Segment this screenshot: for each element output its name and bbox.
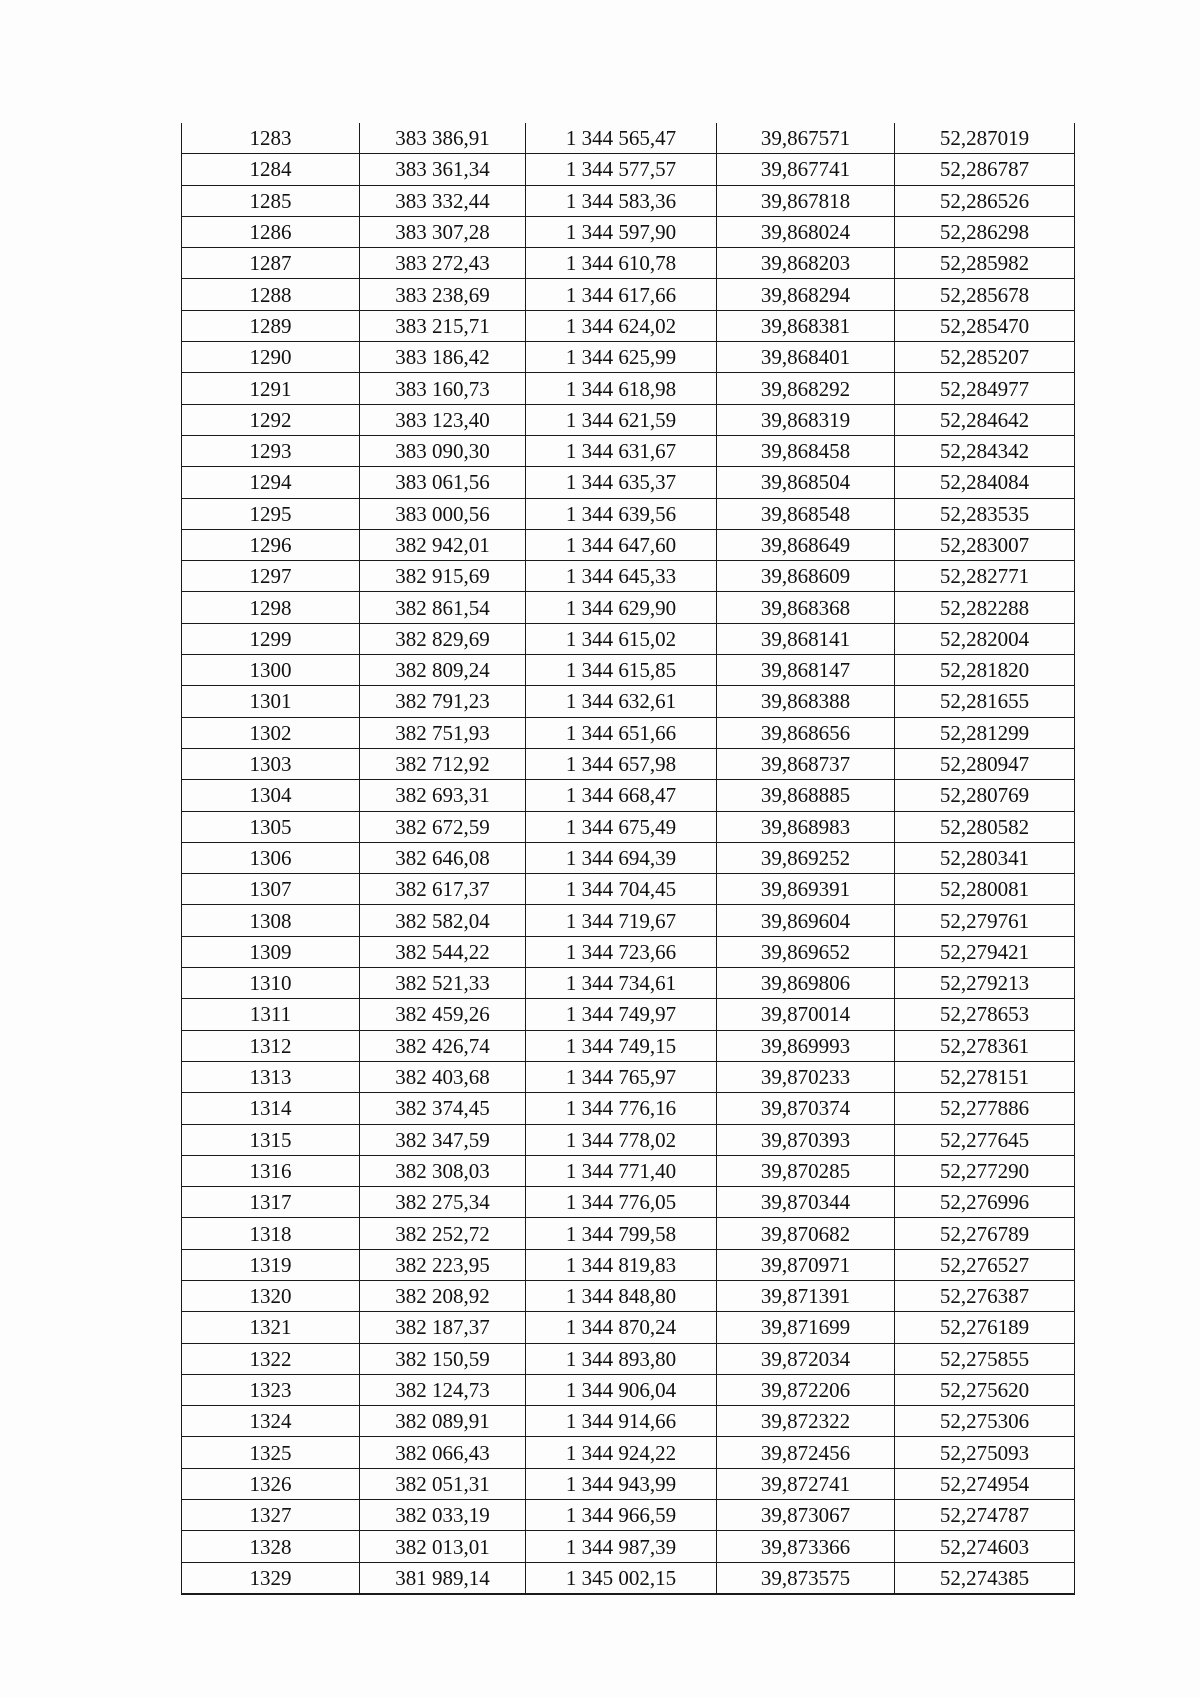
x-coordinate-cell: 383 215,71 bbox=[360, 310, 526, 341]
table-row bbox=[182, 686, 1075, 717]
longitude-cell: 39,868656 bbox=[717, 717, 895, 748]
longitude-cell: 39,872456 bbox=[717, 1437, 895, 1468]
table-row bbox=[182, 1437, 1075, 1468]
point-number-cell: 1311 bbox=[182, 999, 360, 1030]
longitude-cell: 39,870393 bbox=[717, 1124, 895, 1155]
y-coordinate-cell: 1 344 615,85 bbox=[526, 655, 717, 686]
point-number-cell: 1296 bbox=[182, 529, 360, 560]
point-number-cell: 1327 bbox=[182, 1500, 360, 1531]
x-coordinate-cell: 382 942,01 bbox=[360, 529, 526, 560]
point-number-cell: 1316 bbox=[182, 1155, 360, 1186]
longitude-cell: 39,868737 bbox=[717, 748, 895, 779]
x-coordinate-cell: 382 208,92 bbox=[360, 1280, 526, 1311]
x-coordinate-cell: 383 238,69 bbox=[360, 279, 526, 310]
latitude-cell: 52,282771 bbox=[895, 561, 1075, 592]
point-number-cell: 1301 bbox=[182, 686, 360, 717]
latitude-cell: 52,285982 bbox=[895, 248, 1075, 279]
longitude-cell: 39,870682 bbox=[717, 1218, 895, 1249]
x-coordinate-cell: 382 617,37 bbox=[360, 874, 526, 905]
latitude-cell: 52,279761 bbox=[895, 905, 1075, 936]
table-row bbox=[182, 623, 1075, 654]
y-coordinate-cell: 1 344 635,37 bbox=[526, 467, 717, 498]
table-row bbox=[182, 1280, 1075, 1311]
point-number-cell: 1318 bbox=[182, 1218, 360, 1249]
x-coordinate-cell: 383 186,42 bbox=[360, 342, 526, 373]
point-number-cell: 1304 bbox=[182, 780, 360, 811]
latitude-cell: 52,282004 bbox=[895, 623, 1075, 654]
longitude-cell: 39,873067 bbox=[717, 1500, 895, 1531]
table-row bbox=[182, 342, 1075, 373]
y-coordinate-cell: 1 344 870,24 bbox=[526, 1312, 717, 1343]
x-coordinate-cell: 382 051,31 bbox=[360, 1468, 526, 1499]
table-row bbox=[182, 1531, 1075, 1562]
point-number-cell: 1303 bbox=[182, 748, 360, 779]
table-row bbox=[182, 780, 1075, 811]
table-row bbox=[182, 1468, 1075, 1499]
point-number-cell: 1305 bbox=[182, 811, 360, 842]
longitude-cell: 39,868381 bbox=[717, 310, 895, 341]
point-number-cell: 1302 bbox=[182, 717, 360, 748]
longitude-cell: 39,868885 bbox=[717, 780, 895, 811]
latitude-cell: 52,276387 bbox=[895, 1280, 1075, 1311]
longitude-cell: 39,868609 bbox=[717, 561, 895, 592]
longitude-cell: 39,868548 bbox=[717, 498, 895, 529]
longitude-cell: 39,869652 bbox=[717, 936, 895, 967]
y-coordinate-cell: 1 344 618,98 bbox=[526, 373, 717, 404]
latitude-cell: 52,281820 bbox=[895, 655, 1075, 686]
point-number-cell: 1307 bbox=[182, 874, 360, 905]
y-coordinate-cell: 1 344 597,90 bbox=[526, 216, 717, 247]
point-number-cell: 1315 bbox=[182, 1124, 360, 1155]
latitude-cell: 52,285470 bbox=[895, 310, 1075, 341]
y-coordinate-cell: 1 344 615,02 bbox=[526, 623, 717, 654]
table-row bbox=[182, 1030, 1075, 1061]
longitude-cell: 39,869993 bbox=[717, 1030, 895, 1061]
point-number-cell: 1314 bbox=[182, 1093, 360, 1124]
x-coordinate-cell: 383 332,44 bbox=[360, 185, 526, 216]
table-row bbox=[182, 1093, 1075, 1124]
table-row bbox=[182, 968, 1075, 999]
longitude-cell: 39,868294 bbox=[717, 279, 895, 310]
longitude-cell: 39,868319 bbox=[717, 404, 895, 435]
x-coordinate-cell: 382 915,69 bbox=[360, 561, 526, 592]
latitude-cell: 52,278151 bbox=[895, 1061, 1075, 1092]
longitude-cell: 39,872741 bbox=[717, 1468, 895, 1499]
point-number-cell: 1326 bbox=[182, 1468, 360, 1499]
x-coordinate-cell: 381 989,14 bbox=[360, 1562, 526, 1594]
latitude-cell: 52,274787 bbox=[895, 1500, 1075, 1531]
longitude-cell: 39,872034 bbox=[717, 1343, 895, 1374]
x-coordinate-cell: 382 459,26 bbox=[360, 999, 526, 1030]
longitude-cell: 39,868458 bbox=[717, 435, 895, 466]
table-row bbox=[182, 842, 1075, 873]
coordinates-table bbox=[181, 123, 1075, 1595]
table-row bbox=[182, 248, 1075, 279]
point-number-cell: 1321 bbox=[182, 1312, 360, 1343]
y-coordinate-cell: 1 344 577,57 bbox=[526, 154, 717, 185]
longitude-cell: 39,868203 bbox=[717, 248, 895, 279]
y-coordinate-cell: 1 344 749,15 bbox=[526, 1030, 717, 1061]
table-row bbox=[182, 216, 1075, 247]
point-number-cell: 1285 bbox=[182, 185, 360, 216]
latitude-cell: 52,274603 bbox=[895, 1531, 1075, 1562]
longitude-cell: 39,867571 bbox=[717, 123, 895, 154]
x-coordinate-cell: 382 033,19 bbox=[360, 1500, 526, 1531]
x-coordinate-cell: 383 272,43 bbox=[360, 248, 526, 279]
y-coordinate-cell: 1 344 583,36 bbox=[526, 185, 717, 216]
table-row bbox=[182, 154, 1075, 185]
x-coordinate-cell: 383 361,34 bbox=[360, 154, 526, 185]
x-coordinate-cell: 382 089,91 bbox=[360, 1406, 526, 1437]
x-coordinate-cell: 382 223,95 bbox=[360, 1249, 526, 1280]
y-coordinate-cell: 1 344 943,99 bbox=[526, 1468, 717, 1499]
latitude-cell: 52,280081 bbox=[895, 874, 1075, 905]
latitude-cell: 52,280582 bbox=[895, 811, 1075, 842]
latitude-cell: 52,278653 bbox=[895, 999, 1075, 1030]
table-row bbox=[182, 874, 1075, 905]
point-number-cell: 1283 bbox=[182, 123, 360, 154]
table-row bbox=[182, 529, 1075, 560]
point-number-cell: 1284 bbox=[182, 154, 360, 185]
table-row bbox=[182, 1374, 1075, 1405]
table-row bbox=[182, 1312, 1075, 1343]
longitude-cell: 39,868147 bbox=[717, 655, 895, 686]
longitude-cell: 39,867818 bbox=[717, 185, 895, 216]
y-coordinate-cell: 1 344 647,60 bbox=[526, 529, 717, 560]
x-coordinate-cell: 383 386,91 bbox=[360, 123, 526, 154]
longitude-cell: 39,870014 bbox=[717, 999, 895, 1030]
longitude-cell: 39,869604 bbox=[717, 905, 895, 936]
table-row bbox=[182, 435, 1075, 466]
longitude-cell: 39,867741 bbox=[717, 154, 895, 185]
longitude-cell: 39,870285 bbox=[717, 1155, 895, 1186]
y-coordinate-cell: 1 344 657,98 bbox=[526, 748, 717, 779]
table-row bbox=[182, 811, 1075, 842]
x-coordinate-cell: 383 160,73 bbox=[360, 373, 526, 404]
longitude-cell: 39,868649 bbox=[717, 529, 895, 560]
x-coordinate-cell: 382 646,08 bbox=[360, 842, 526, 873]
point-number-cell: 1294 bbox=[182, 467, 360, 498]
latitude-cell: 52,277645 bbox=[895, 1124, 1075, 1155]
latitude-cell: 52,274954 bbox=[895, 1468, 1075, 1499]
table-row bbox=[182, 936, 1075, 967]
table-row bbox=[182, 498, 1075, 529]
y-coordinate-cell: 1 344 778,02 bbox=[526, 1124, 717, 1155]
y-coordinate-cell: 1 344 639,56 bbox=[526, 498, 717, 529]
x-coordinate-cell: 382 426,74 bbox=[360, 1030, 526, 1061]
point-number-cell: 1288 bbox=[182, 279, 360, 310]
table-row bbox=[182, 1155, 1075, 1186]
point-number-cell: 1317 bbox=[182, 1187, 360, 1218]
x-coordinate-cell: 383 307,28 bbox=[360, 216, 526, 247]
point-number-cell: 1299 bbox=[182, 623, 360, 654]
table-row bbox=[182, 717, 1075, 748]
latitude-cell: 52,283535 bbox=[895, 498, 1075, 529]
x-coordinate-cell: 382 308,03 bbox=[360, 1155, 526, 1186]
point-number-cell: 1329 bbox=[182, 1562, 360, 1594]
point-number-cell: 1322 bbox=[182, 1343, 360, 1374]
point-number-cell: 1297 bbox=[182, 561, 360, 592]
y-coordinate-cell: 1 344 651,66 bbox=[526, 717, 717, 748]
table-row bbox=[182, 561, 1075, 592]
y-coordinate-cell: 1 344 966,59 bbox=[526, 1500, 717, 1531]
y-coordinate-cell: 1 344 624,02 bbox=[526, 310, 717, 341]
y-coordinate-cell: 1 344 771,40 bbox=[526, 1155, 717, 1186]
y-coordinate-cell: 1 344 610,78 bbox=[526, 248, 717, 279]
y-coordinate-cell: 1 344 631,67 bbox=[526, 435, 717, 466]
latitude-cell: 52,284642 bbox=[895, 404, 1075, 435]
longitude-cell: 39,868401 bbox=[717, 342, 895, 373]
x-coordinate-cell: 382 672,59 bbox=[360, 811, 526, 842]
table-row bbox=[182, 1500, 1075, 1531]
y-coordinate-cell: 1 344 776,05 bbox=[526, 1187, 717, 1218]
y-coordinate-cell: 1 344 625,99 bbox=[526, 342, 717, 373]
point-number-cell: 1323 bbox=[182, 1374, 360, 1405]
latitude-cell: 52,284084 bbox=[895, 467, 1075, 498]
point-number-cell: 1324 bbox=[182, 1406, 360, 1437]
x-coordinate-cell: 383 123,40 bbox=[360, 404, 526, 435]
latitude-cell: 52,286787 bbox=[895, 154, 1075, 185]
latitude-cell: 52,277886 bbox=[895, 1093, 1075, 1124]
point-number-cell: 1300 bbox=[182, 655, 360, 686]
latitude-cell: 52,275855 bbox=[895, 1343, 1075, 1374]
y-coordinate-cell: 1 344 675,49 bbox=[526, 811, 717, 842]
y-coordinate-cell: 1 344 629,90 bbox=[526, 592, 717, 623]
latitude-cell: 52,275620 bbox=[895, 1374, 1075, 1405]
y-coordinate-cell: 1 344 723,66 bbox=[526, 936, 717, 967]
longitude-cell: 39,868024 bbox=[717, 216, 895, 247]
y-coordinate-cell: 1 345 002,15 bbox=[526, 1562, 717, 1594]
point-number-cell: 1291 bbox=[182, 373, 360, 404]
y-coordinate-cell: 1 344 799,58 bbox=[526, 1218, 717, 1249]
y-coordinate-cell: 1 344 987,39 bbox=[526, 1531, 717, 1562]
latitude-cell: 52,280341 bbox=[895, 842, 1075, 873]
x-coordinate-cell: 382 013,01 bbox=[360, 1531, 526, 1562]
x-coordinate-cell: 382 861,54 bbox=[360, 592, 526, 623]
table-row bbox=[182, 999, 1075, 1030]
point-number-cell: 1312 bbox=[182, 1030, 360, 1061]
latitude-cell: 52,286526 bbox=[895, 185, 1075, 216]
latitude-cell: 52,280947 bbox=[895, 748, 1075, 779]
table-row bbox=[182, 1343, 1075, 1374]
longitude-cell: 39,868141 bbox=[717, 623, 895, 654]
y-coordinate-cell: 1 344 819,83 bbox=[526, 1249, 717, 1280]
x-coordinate-cell: 382 712,92 bbox=[360, 748, 526, 779]
longitude-cell: 39,870233 bbox=[717, 1061, 895, 1092]
x-coordinate-cell: 382 374,45 bbox=[360, 1093, 526, 1124]
latitude-cell: 52,286298 bbox=[895, 216, 1075, 247]
point-number-cell: 1319 bbox=[182, 1249, 360, 1280]
latitude-cell: 52,285678 bbox=[895, 279, 1075, 310]
point-number-cell: 1309 bbox=[182, 936, 360, 967]
point-number-cell: 1310 bbox=[182, 968, 360, 999]
x-coordinate-cell: 382 150,59 bbox=[360, 1343, 526, 1374]
latitude-cell: 52,279421 bbox=[895, 936, 1075, 967]
longitude-cell: 39,868983 bbox=[717, 811, 895, 842]
coordinates-table-body bbox=[182, 123, 1075, 1594]
latitude-cell: 52,274385 bbox=[895, 1562, 1075, 1594]
latitude-cell: 52,275306 bbox=[895, 1406, 1075, 1437]
y-coordinate-cell: 1 344 565,47 bbox=[526, 123, 717, 154]
longitude-cell: 39,868388 bbox=[717, 686, 895, 717]
table-row bbox=[182, 592, 1075, 623]
y-coordinate-cell: 1 344 645,33 bbox=[526, 561, 717, 592]
latitude-cell: 52,285207 bbox=[895, 342, 1075, 373]
x-coordinate-cell: 382 829,69 bbox=[360, 623, 526, 654]
y-coordinate-cell: 1 344 704,45 bbox=[526, 874, 717, 905]
latitude-cell: 52,283007 bbox=[895, 529, 1075, 560]
latitude-cell: 52,276189 bbox=[895, 1312, 1075, 1343]
point-number-cell: 1308 bbox=[182, 905, 360, 936]
latitude-cell: 52,280769 bbox=[895, 780, 1075, 811]
table-row bbox=[182, 279, 1075, 310]
table-row bbox=[182, 1406, 1075, 1437]
x-coordinate-cell: 382 544,22 bbox=[360, 936, 526, 967]
point-number-cell: 1289 bbox=[182, 310, 360, 341]
x-coordinate-cell: 382 693,31 bbox=[360, 780, 526, 811]
y-coordinate-cell: 1 344 632,61 bbox=[526, 686, 717, 717]
y-coordinate-cell: 1 344 719,67 bbox=[526, 905, 717, 936]
y-coordinate-cell: 1 344 893,80 bbox=[526, 1343, 717, 1374]
point-number-cell: 1290 bbox=[182, 342, 360, 373]
x-coordinate-cell: 382 124,73 bbox=[360, 1374, 526, 1405]
latitude-cell: 52,276527 bbox=[895, 1249, 1075, 1280]
point-number-cell: 1287 bbox=[182, 248, 360, 279]
y-coordinate-cell: 1 344 765,97 bbox=[526, 1061, 717, 1092]
longitude-cell: 39,872322 bbox=[717, 1406, 895, 1437]
longitude-cell: 39,873575 bbox=[717, 1562, 895, 1594]
latitude-cell: 52,284342 bbox=[895, 435, 1075, 466]
latitude-cell: 52,276996 bbox=[895, 1187, 1075, 1218]
latitude-cell: 52,284977 bbox=[895, 373, 1075, 404]
x-coordinate-cell: 383 000,56 bbox=[360, 498, 526, 529]
longitude-cell: 39,870971 bbox=[717, 1249, 895, 1280]
longitude-cell: 39,870374 bbox=[717, 1093, 895, 1124]
point-number-cell: 1293 bbox=[182, 435, 360, 466]
y-coordinate-cell: 1 344 906,04 bbox=[526, 1374, 717, 1405]
longitude-cell: 39,869806 bbox=[717, 968, 895, 999]
latitude-cell: 52,277290 bbox=[895, 1155, 1075, 1186]
x-coordinate-cell: 382 275,34 bbox=[360, 1187, 526, 1218]
table-row bbox=[182, 655, 1075, 686]
x-coordinate-cell: 382 347,59 bbox=[360, 1124, 526, 1155]
table-row bbox=[182, 123, 1075, 154]
longitude-cell: 39,869252 bbox=[717, 842, 895, 873]
point-number-cell: 1320 bbox=[182, 1280, 360, 1311]
x-coordinate-cell: 383 061,56 bbox=[360, 467, 526, 498]
table-row bbox=[182, 310, 1075, 341]
table-row bbox=[182, 905, 1075, 936]
x-coordinate-cell: 382 809,24 bbox=[360, 655, 526, 686]
x-coordinate-cell: 382 066,43 bbox=[360, 1437, 526, 1468]
table-row bbox=[182, 1218, 1075, 1249]
longitude-cell: 39,868292 bbox=[717, 373, 895, 404]
x-coordinate-cell: 382 403,68 bbox=[360, 1061, 526, 1092]
table-row bbox=[182, 1562, 1075, 1594]
longitude-cell: 39,868504 bbox=[717, 467, 895, 498]
x-coordinate-cell: 382 751,93 bbox=[360, 717, 526, 748]
x-coordinate-cell: 383 090,30 bbox=[360, 435, 526, 466]
table-row bbox=[182, 748, 1075, 779]
table-row bbox=[182, 1124, 1075, 1155]
x-coordinate-cell: 382 582,04 bbox=[360, 905, 526, 936]
latitude-cell: 52,279213 bbox=[895, 968, 1075, 999]
x-coordinate-cell: 382 791,23 bbox=[360, 686, 526, 717]
point-number-cell: 1306 bbox=[182, 842, 360, 873]
longitude-cell: 39,870344 bbox=[717, 1187, 895, 1218]
point-number-cell: 1325 bbox=[182, 1437, 360, 1468]
x-coordinate-cell: 382 187,37 bbox=[360, 1312, 526, 1343]
latitude-cell: 52,287019 bbox=[895, 123, 1075, 154]
latitude-cell: 52,282288 bbox=[895, 592, 1075, 623]
table-row bbox=[182, 1061, 1075, 1092]
point-number-cell: 1313 bbox=[182, 1061, 360, 1092]
longitude-cell: 39,871699 bbox=[717, 1312, 895, 1343]
latitude-cell: 52,281655 bbox=[895, 686, 1075, 717]
longitude-cell: 39,868368 bbox=[717, 592, 895, 623]
table-row bbox=[182, 185, 1075, 216]
point-number-cell: 1298 bbox=[182, 592, 360, 623]
point-number-cell: 1292 bbox=[182, 404, 360, 435]
longitude-cell: 39,872206 bbox=[717, 1374, 895, 1405]
longitude-cell: 39,869391 bbox=[717, 874, 895, 905]
point-number-cell: 1295 bbox=[182, 498, 360, 529]
y-coordinate-cell: 1 344 621,59 bbox=[526, 404, 717, 435]
latitude-cell: 52,275093 bbox=[895, 1437, 1075, 1468]
latitude-cell: 52,278361 bbox=[895, 1030, 1075, 1061]
table-row bbox=[182, 373, 1075, 404]
y-coordinate-cell: 1 344 694,39 bbox=[526, 842, 717, 873]
y-coordinate-cell: 1 344 668,47 bbox=[526, 780, 717, 811]
table-row bbox=[182, 467, 1075, 498]
y-coordinate-cell: 1 344 924,22 bbox=[526, 1437, 717, 1468]
table-row bbox=[182, 404, 1075, 435]
x-coordinate-cell: 382 252,72 bbox=[360, 1218, 526, 1249]
y-coordinate-cell: 1 344 617,66 bbox=[526, 279, 717, 310]
y-coordinate-cell: 1 344 848,80 bbox=[526, 1280, 717, 1311]
x-coordinate-cell: 382 521,33 bbox=[360, 968, 526, 999]
y-coordinate-cell: 1 344 776,16 bbox=[526, 1093, 717, 1124]
y-coordinate-cell: 1 344 914,66 bbox=[526, 1406, 717, 1437]
longitude-cell: 39,873366 bbox=[717, 1531, 895, 1562]
point-number-cell: 1286 bbox=[182, 216, 360, 247]
table-row bbox=[182, 1187, 1075, 1218]
latitude-cell: 52,281299 bbox=[895, 717, 1075, 748]
point-number-cell: 1328 bbox=[182, 1531, 360, 1562]
table-row bbox=[182, 1249, 1075, 1280]
y-coordinate-cell: 1 344 749,97 bbox=[526, 999, 717, 1030]
y-coordinate-cell: 1 344 734,61 bbox=[526, 968, 717, 999]
longitude-cell: 39,871391 bbox=[717, 1280, 895, 1311]
latitude-cell: 52,276789 bbox=[895, 1218, 1075, 1249]
